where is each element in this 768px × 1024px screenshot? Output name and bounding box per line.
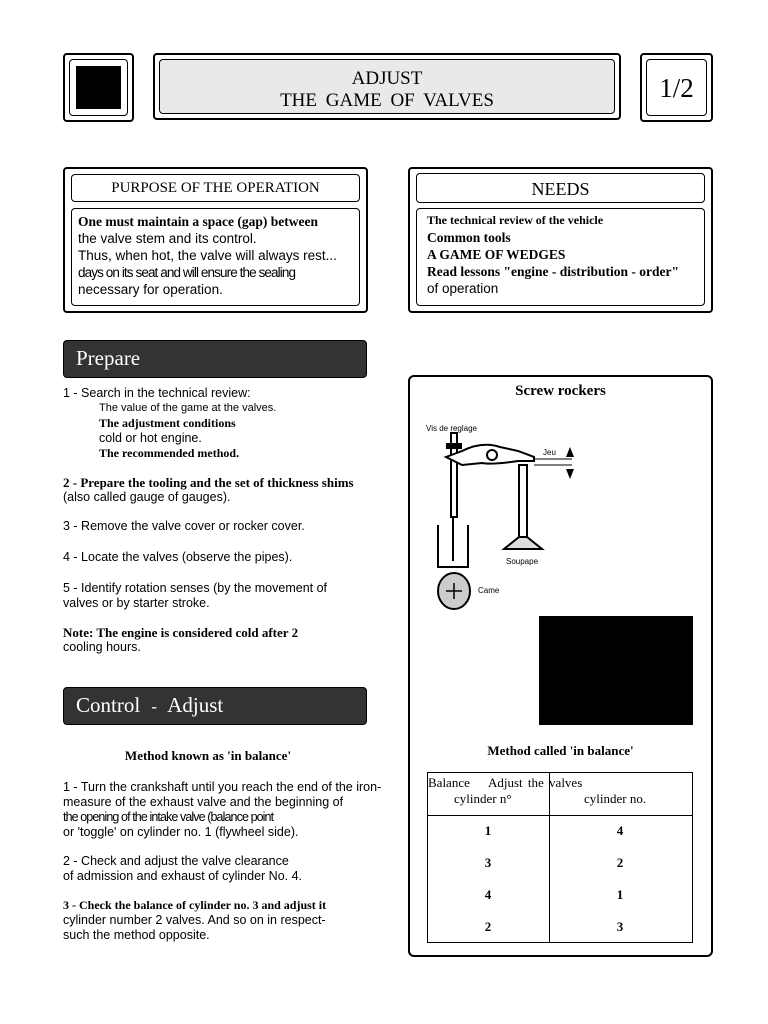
prepare-steps — [63, 386, 393, 655]
needs-line: The technical review of the vehicle — [427, 213, 604, 227]
prepare-step-1-sub: cold or hot engine. — [99, 431, 202, 445]
control-step-1: 1 - Turn the crankshaft until you reach the end of the iron- — [63, 780, 382, 794]
control-heading-part: Control — [76, 693, 141, 717]
table-column-divider — [549, 773, 550, 942]
valve-stem-shape — [519, 465, 527, 537]
prepare-step-1-sub: The adjustment conditions — [99, 416, 236, 430]
table-cell-balance: 1 — [484, 823, 492, 838]
control-step-1-cont: measure of the exhaust valve and the beginning of — [63, 795, 344, 809]
table-header-divider — [428, 815, 692, 816]
needs-line: Read lessons "engine - distribution - order" — [427, 264, 679, 279]
adjust-heading-part: Adjust — [167, 693, 224, 717]
valve-label: Soupape — [506, 557, 539, 566]
gap-arrow-shape — [566, 469, 574, 479]
table-header-balance: Balance — [428, 775, 470, 790]
needs-line: Common tools — [427, 230, 511, 245]
prepare-step-2: 2 - Prepare the tooling and the set of thickness shims — [63, 475, 354, 490]
prepare-step-3: 3 - Remove the valve cover or rocker cover. — [63, 519, 305, 533]
valve-head-shape — [504, 537, 542, 549]
purpose-heading: PURPOSE OF THE OPERATION — [71, 174, 360, 202]
prepare-step-1-sub: The recommended method. — [99, 446, 240, 460]
logo-inner-frame — [69, 59, 128, 116]
rocker-panel — [408, 375, 713, 957]
cam-label: Came — [478, 586, 500, 595]
needs-line: of operation — [427, 281, 499, 296]
page-number-frame — [640, 53, 713, 122]
prepare-step-5: 5 - Identify rotation senses (by the movement of — [63, 581, 328, 595]
table-cell-adjust: 4 — [616, 823, 624, 838]
prepare-heading: Prepare — [63, 340, 367, 378]
gap-arrow-shape — [566, 447, 574, 457]
purpose-line: One must maintain a space (gap) between — [78, 214, 318, 229]
control-adjust-heading — [63, 687, 367, 725]
table-header-cylinder-right: cylinder no. — [584, 791, 647, 806]
title-panel — [159, 59, 615, 114]
method-title-left: Method known as 'in balance' — [124, 748, 292, 763]
purpose-line: Thus, when hot, the valve will always rest... — [78, 248, 337, 263]
table-cell-balance: 3 — [484, 855, 492, 870]
blacked-out-image — [539, 616, 693, 725]
control-steps — [63, 780, 393, 943]
screw-label: Vis de reglage — [426, 424, 477, 433]
control-step-1-cont: or 'toggle' on cylinder no. 1 (flywheel side). — [63, 825, 299, 839]
rocker-panel-title: Screw rockers — [515, 383, 606, 399]
method-title-right: Method called 'in balance' — [487, 743, 634, 758]
table-cell-balance: 4 — [484, 887, 492, 902]
screw-nut-shape — [446, 443, 462, 449]
table-header-adjust: Adjust the valves — [488, 775, 583, 790]
prepare-note: Note: The engine is considered cold after 2 — [63, 625, 299, 640]
needs-heading: NEEDS — [416, 173, 705, 203]
needs-body — [416, 208, 705, 306]
control-heading-separator: - — [151, 697, 158, 716]
logo-frame — [63, 53, 134, 122]
purpose-body — [71, 208, 360, 306]
prepare-step-1: 1 - Search in the technical review: — [63, 386, 251, 400]
purpose-line: necessary for operation. — [78, 282, 223, 297]
needs-line: A GAME OF WEDGES — [427, 247, 566, 262]
table-cell-adjust: 3 — [616, 919, 624, 934]
control-step-3-cont: cylinder number 2 valves. And so on in respect- — [63, 913, 326, 927]
table-cell-adjust: 2 — [616, 855, 624, 870]
control-step-3: 3 - Check the balance of cylinder no. 3 and adjust it — [63, 898, 327, 912]
rocker-pivot-shape — [487, 450, 497, 460]
control-step-2: 2 - Check and adjust the valve clearance — [63, 854, 289, 868]
balance-table — [427, 772, 693, 943]
purpose-section — [63, 167, 368, 313]
needs-section — [408, 167, 713, 313]
control-step-1-cont: the opening of the intake valve (balance point — [63, 810, 274, 824]
prepare-note-cont: cooling hours. — [63, 640, 141, 654]
prepare-step-1-sub: The value of the game at the valves. — [99, 402, 277, 414]
control-step-3-cont: such the method opposite. — [63, 928, 210, 942]
prepare-step-2-rest: (also called gauge of gauges). — [63, 490, 231, 504]
table-header-cylinder-left: cylinder n° — [454, 791, 512, 806]
table-cell-balance: 2 — [484, 919, 492, 934]
purpose-line: the valve stem and its control. — [78, 231, 257, 246]
title-line-2: THE GAME OF VALVES — [280, 90, 494, 111]
title-line-1: ADJUST — [351, 68, 423, 89]
control-step-2-cont: of admission and exhaust of cylinder No. 4. — [63, 869, 303, 883]
page-number: 1/2 — [646, 59, 707, 116]
table-cell-adjust: 1 — [616, 887, 624, 902]
gap-label: Jeu — [543, 448, 556, 457]
purpose-line: days on its seat and will ensure the sealing — [78, 265, 296, 280]
rocker-diagram — [422, 421, 622, 617]
prepare-step-5-cont: valves or by starter stroke. — [63, 596, 210, 610]
prepare-step-4: 4 - Locate the valves (observe the pipes). — [63, 550, 293, 564]
title-frame — [153, 53, 621, 120]
logo-block — [76, 66, 121, 109]
